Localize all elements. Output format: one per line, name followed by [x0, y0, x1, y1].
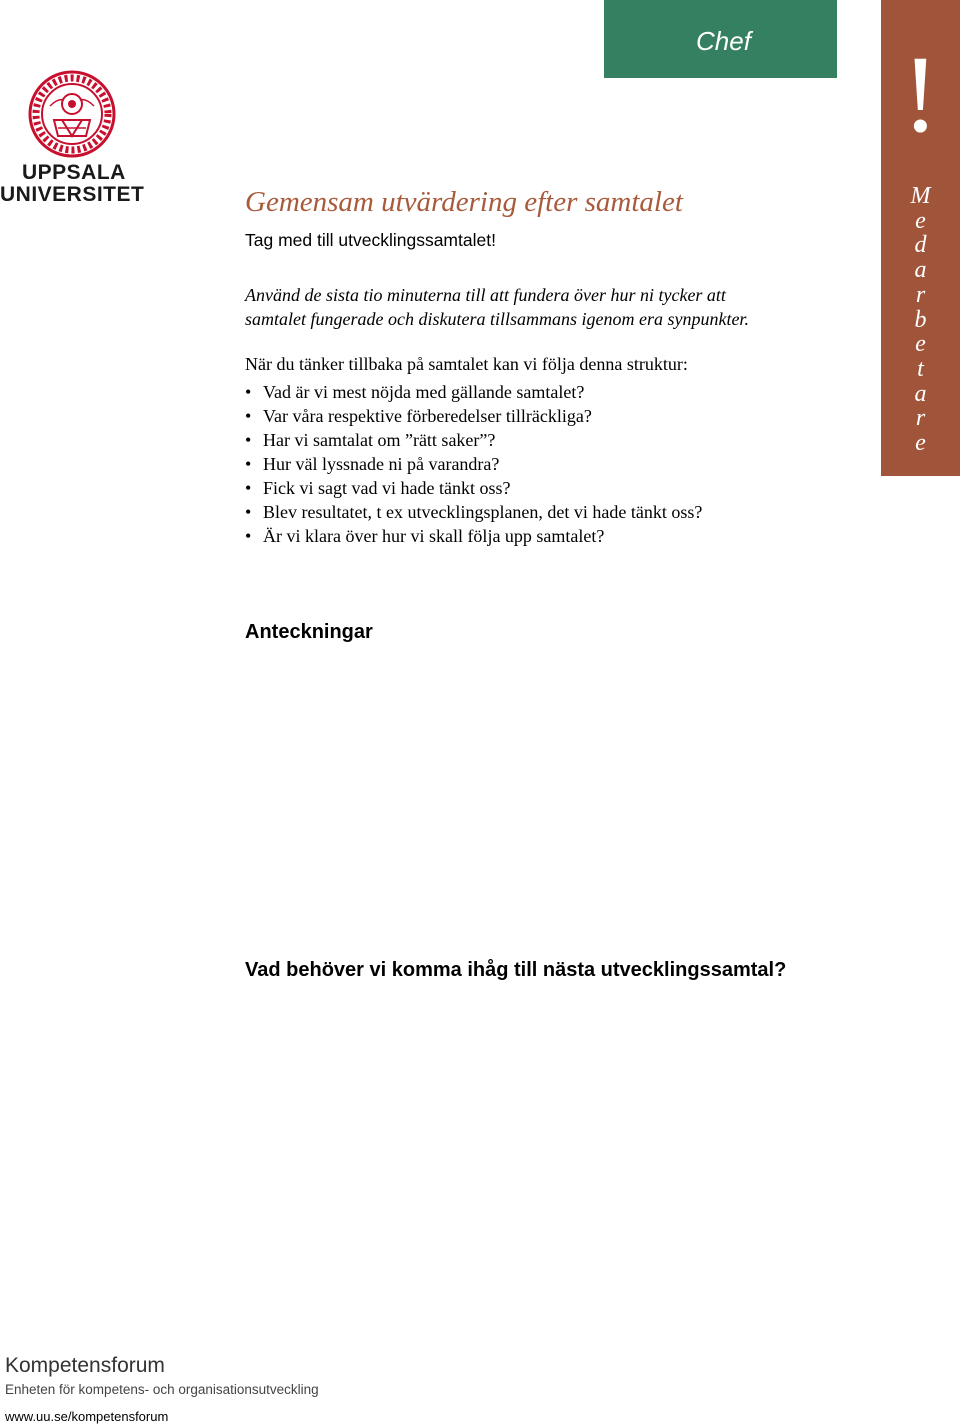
role-sidebar-medarbetare [881, 0, 960, 476]
vertical-letter: b [914, 306, 927, 333]
footer-org-subtitle: Enheten för kompetens- och organisationsutveckling [5, 1382, 319, 1397]
vertical-letter: t [917, 355, 924, 382]
structure-intro: När du tänker tillbaka på samtalet kan vi följa denna struktur: [245, 354, 688, 374]
question-item: • Hur väl lyssnade ni på varandra? [245, 452, 702, 476]
question-item: • Har vi samtalat om ”rätt saker”? [245, 428, 702, 452]
question-item: • Fick vi sagt vad vi hade tänkt oss? [245, 476, 702, 500]
university-name-line1: UPPSALA [22, 161, 126, 184]
notes-heading: Anteckningar [245, 621, 373, 643]
question-item: • Var våra respektive förberedelser tillräckliga? [245, 404, 702, 428]
footer-org-name: Kompetensforum [5, 1354, 165, 1377]
page-subtitle: Tag med till utvecklingssamtalet! [245, 230, 496, 250]
vertical-letter: r [915, 281, 926, 308]
question-list [245, 380, 702, 548]
footer-url-link[interactable]: www.uu.se/kompetensforum [5, 1409, 169, 1424]
vertical-role-word [881, 184, 960, 456]
vertical-letter: a [914, 257, 927, 284]
vertical-letter: a [914, 380, 927, 407]
next-meeting-heading: Vad behöver vi komma ihåg till nästa utvecklingssamtal? [245, 959, 787, 981]
role-tab-chef [604, 0, 837, 78]
vertical-letter: d [914, 232, 927, 259]
vertical-letter: M [910, 183, 931, 209]
intro-paragraph [245, 283, 845, 331]
question-item: • Blev resultatet, t ex utvecklingsplanen, det vi hade tänkt oss? [245, 500, 702, 524]
university-seal-icon [28, 70, 116, 158]
page-title: Gemensam utvärdering efter samtalet [245, 186, 683, 218]
intro-line: samtalet fungerade och diskutera tillsammans igenom era synpunkter. [245, 309, 749, 329]
question-item: • Vad är vi mest nöjda med gällande samtalet? [245, 380, 702, 404]
vertical-letter: r [915, 405, 926, 432]
vertical-letter: e [915, 207, 926, 234]
vertical-letter: e [915, 430, 926, 457]
question-item: • Är vi klara över hur vi skall följa upp samtalet? [245, 524, 702, 548]
exclamation-mark: ! [902, 33, 939, 155]
vertical-letter: e [915, 331, 926, 358]
role-tab-label: Chef [696, 26, 751, 56]
intro-line: Använd de sista tio minuterna till att fundera över hur ni tycker att [245, 285, 726, 305]
university-name-line2: UNIVERSITET [0, 183, 145, 206]
university-logo [0, 70, 150, 206]
